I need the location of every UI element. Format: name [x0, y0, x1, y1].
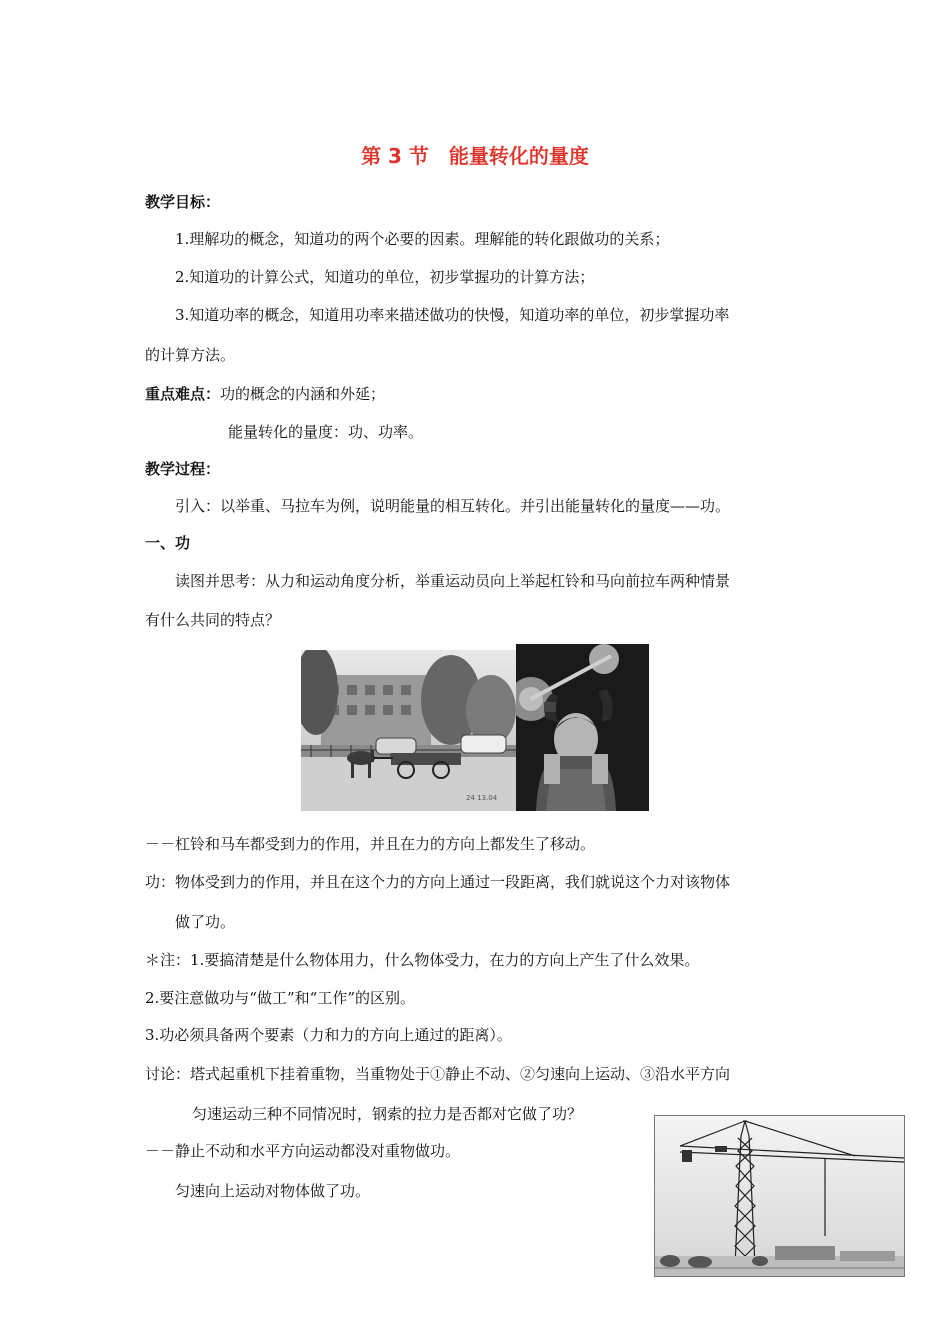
key-point-2: 能量转化的量度：功、功率。: [228, 423, 424, 441]
intro-text: 引入：以举重、马拉车为例，说明能量的相互转化。并引出能量转化的量度——功。: [175, 497, 731, 515]
answer-2-cont: 匀速向上运动对物体做了功。: [175, 1182, 371, 1200]
section-heading-work: 一、功: [145, 534, 191, 552]
note-1: ＊注：1.要搞清楚是什么物体用力，什么物体受力，在力的方向上产生了什么效果。: [145, 951, 700, 969]
key-points-label: 重点难点：: [145, 385, 221, 403]
horse-cart-photo: [301, 650, 516, 811]
process-heading: 教学过程：: [145, 460, 221, 478]
discussion-text: 讨论：塔式起重机下挂着重物，当重物处于①静止不动、②匀速向上运动、③沿水平方向: [145, 1065, 731, 1083]
key-point-1: 功的概念的内涵和外延；: [220, 385, 386, 403]
answer-2: －－静止不动和水平方向运动都没对重物做功。: [145, 1142, 461, 1160]
photo-date-stamp: 24 13.04: [466, 794, 498, 802]
key-points-line: [145, 384, 385, 404]
objective-3-cont: 的计算方法。: [145, 346, 236, 364]
question-text: 读图并思考：从力和运动角度分析，举重运动员向上举起杠铃和马向前拉车两种情景: [175, 572, 731, 590]
objectives-heading: 教学目标：: [145, 193, 221, 211]
objective-3: 3.知道功率的概念，知道用功率来描述做功的快慢，知道功率的单位，初步掌握功率: [175, 306, 730, 324]
definition-text-cont: 做了功。: [175, 913, 236, 931]
question-text-cont: 有什么共同的特点？: [145, 611, 281, 629]
weightlifter-photo: [516, 644, 649, 811]
note-3: 3.功必须具备两个要素（力和力的方向上通过的距离）。: [145, 1026, 512, 1044]
objective-1: 1.理解功的概念，知道功的两个必要的因素。理解能的转化跟做功的关系；: [175, 230, 670, 248]
discussion-text-cont: 匀速运动三种不同情况时，钢索的拉力是否都对它做了功？: [192, 1105, 583, 1123]
note-2: 2.要注意做功与“做工”和“工作”的区别。: [145, 989, 415, 1007]
page-title: 第 3 节 能量转化的量度: [361, 144, 589, 168]
tower-crane-photo: [654, 1115, 905, 1277]
answer-1: －－杠铃和马车都受到力的作用，并且在力的方向上都发生了移动。: [145, 835, 596, 853]
objective-2: 2.知道功的计算公式，知道功的单位，初步掌握功的计算方法；: [175, 268, 595, 286]
definition-text: 功：物体受到力的作用，并且在这个力的方向上通过一段距离，我们就说这个力对该物体: [145, 873, 731, 891]
